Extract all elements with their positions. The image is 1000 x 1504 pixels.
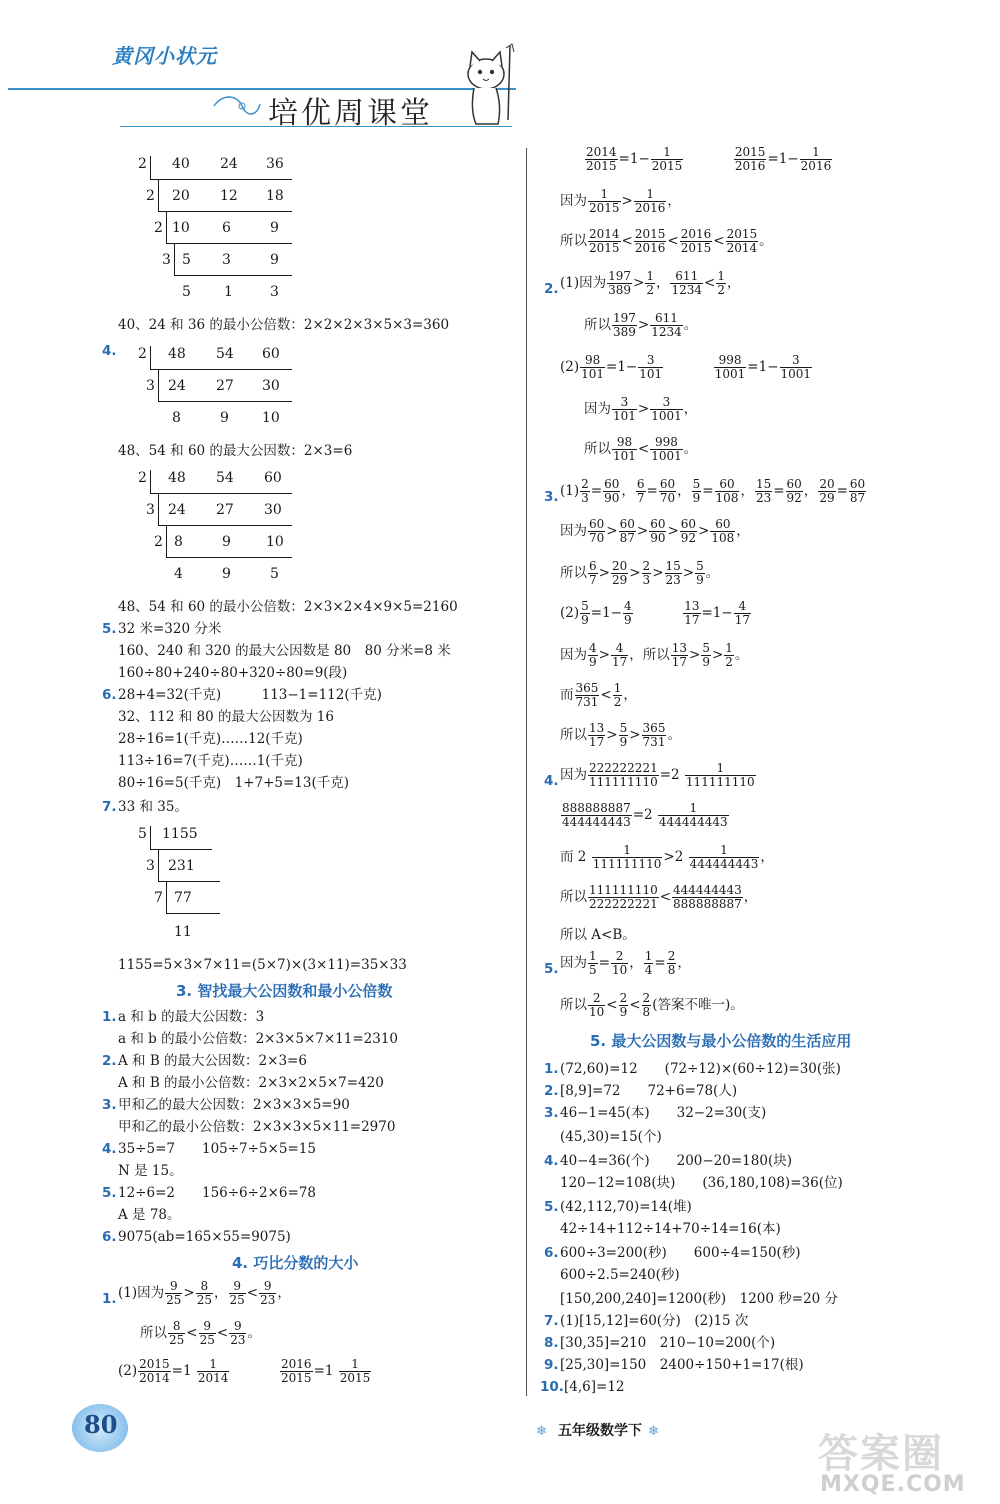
text-line: [4,6]=12 bbox=[564, 1379, 625, 1395]
ladder-cell: 54 bbox=[216, 470, 234, 486]
ladder-cell: 24 bbox=[168, 502, 186, 518]
question-number: 5. bbox=[102, 621, 117, 637]
question-number: 6. bbox=[102, 1229, 117, 1245]
text-line: 9075(ab=165×55=9075) bbox=[118, 1229, 291, 1245]
ladder-cell: 4 bbox=[174, 566, 183, 582]
fraction: $\frac{9}{25}$ bbox=[199, 1319, 215, 1347]
ladder-cell: 9 bbox=[222, 534, 231, 550]
question-number: 5. bbox=[102, 1185, 117, 1201]
text-line: 32、112 和 80 的最大公因数为 16 bbox=[118, 709, 334, 725]
question-number: 3. bbox=[544, 1105, 559, 1121]
text-line: 12÷6=2 156÷6÷2×6=78 bbox=[118, 1185, 316, 1201]
math-line: 所以 $\frac{13}{17}$ > $\frac{5}{9}$ > $\frac{365}{731}$ 。 bbox=[560, 721, 681, 749]
text-line: 80÷16=5(千克) 1+7+5=13(千克) bbox=[118, 775, 350, 791]
ladder-cell: 10 bbox=[172, 220, 190, 236]
fraction: $\frac{8}{25}$ bbox=[196, 1279, 212, 1307]
header-rule bbox=[8, 88, 516, 90]
text-line: [8,9]=72 72+6=78(人) bbox=[560, 1083, 738, 1099]
ladder-cell: 8 bbox=[174, 534, 183, 550]
page-number: 80 bbox=[84, 1410, 118, 1439]
math-line: (1)因为 $\frac{9}{25}$ > $\frac{8}{25}$ ， $\frac{9}{25}$ < $\frac{9}{23}$ ， bbox=[118, 1279, 291, 1307]
ladder-cell: 1155 bbox=[162, 826, 198, 842]
ladder-cell: 231 bbox=[168, 858, 195, 874]
question-number: 4. bbox=[544, 773, 559, 789]
ladder-cell: 2 bbox=[146, 188, 155, 204]
ladder-cell: 7 bbox=[154, 890, 163, 906]
fraction: $\frac{9}{23}$ bbox=[260, 1279, 276, 1307]
question-number: 7. bbox=[102, 799, 117, 815]
text-line: N 是 15。 bbox=[118, 1163, 183, 1179]
text-line: 甲和乙的最大公因数：2×3×3×5=90 bbox=[118, 1097, 350, 1113]
short-division-ladder-2 bbox=[128, 342, 308, 432]
ladder-cell: 18 bbox=[266, 188, 284, 204]
ladder-cell: 3 bbox=[146, 502, 155, 518]
short-division-ladder-1 bbox=[128, 150, 308, 310]
fraction: $\frac{2016}{2015}$ bbox=[281, 1357, 312, 1385]
ladder-cell: 3 bbox=[162, 252, 171, 268]
math-line: (2) $\frac{2015}{2014}$ =1 $\frac{1}{2014}$ $\frac{2016}{2015}$ =1 $\frac{1}{2015}$ bbox=[118, 1357, 371, 1385]
ladder-cell: 54 bbox=[216, 346, 234, 362]
ladder-cell: 30 bbox=[264, 502, 282, 518]
ladder-cell: 5 bbox=[270, 566, 279, 582]
fraction: $\frac{9}{25}$ bbox=[166, 1279, 182, 1307]
math-line: 所以 $\frac{6}{7}$ > $\frac{20}{29}$ > $\frac{2}{3}$ > $\frac{15}{23}$ > $\frac{5}{9}$ 。 bbox=[560, 559, 720, 587]
math-line: 所以 $\frac{197}{389}$ > $\frac{611}{1234}$ 。 bbox=[584, 311, 698, 339]
question-number: 6. bbox=[102, 687, 117, 703]
text-line: (42,112,70)=14(堆) bbox=[560, 1199, 692, 1215]
text-line: 33 和 35。 bbox=[118, 799, 188, 815]
ladder-cell: 6 bbox=[222, 220, 231, 236]
text-line: 所以 A<B。 bbox=[560, 927, 636, 943]
swirl-decoration-icon bbox=[212, 94, 262, 118]
fraction: $\frac{2015}{2014}$ bbox=[139, 1357, 170, 1385]
ladder-cell: 2 bbox=[154, 220, 163, 236]
book-title: 五年级数学下 bbox=[558, 1423, 642, 1439]
ladder-cell: 10 bbox=[262, 410, 280, 426]
ladder-cell: 2 bbox=[138, 470, 147, 486]
ladder-cell: 2 bbox=[138, 156, 147, 172]
math-line: 所以 $\frac{2}{10}$ < $\frac{2}{9}$ < $\frac{2}{8}$ (答案不唯一)。 bbox=[560, 991, 744, 1019]
text-line: 32 米=320 分米 bbox=[118, 621, 222, 637]
ladder-cell: 3 bbox=[146, 858, 155, 874]
fraction: $\frac{1}{2014}$ bbox=[197, 1357, 229, 1385]
text-line: 48、54 和 60 的最小公倍数：2×3×2×4×9×5=2160 bbox=[118, 599, 458, 615]
column-divider bbox=[526, 148, 527, 1396]
ladder-cell: 77 bbox=[174, 890, 192, 906]
question-number: 4. bbox=[102, 1141, 117, 1157]
ladder-cell: 5 bbox=[182, 284, 191, 300]
section-title-4: 4. 巧比分数的大小 bbox=[232, 1254, 359, 1272]
text-line: (1)[15,12]=60(分) (2)15 次 bbox=[560, 1313, 749, 1329]
question-number: 9. bbox=[544, 1357, 559, 1373]
math-line: 因为 $\frac{1}{2015}$ > $\frac{1}{2016}$ ， bbox=[560, 187, 681, 215]
question-number: 8. bbox=[544, 1335, 559, 1351]
math-line: (2) $\frac{5}{9}$ =1− $\frac{4}{9}$ $\frac{13}{17}$ =1− $\frac{4}{17}$ bbox=[560, 599, 750, 627]
ladder-cell: 3 bbox=[146, 378, 155, 394]
text-line: a 和 b 的最大公因数：3 bbox=[118, 1009, 265, 1025]
text-line: 160÷80+240÷80+320÷80=9(段) bbox=[118, 665, 348, 681]
ladder-cell: 9 bbox=[222, 566, 231, 582]
snowflake-icon: ❄ bbox=[648, 1424, 659, 1439]
text-line: 160、240 和 320 的最大公因数是 80 80 分米=8 米 bbox=[118, 643, 451, 659]
question-number: 10. bbox=[540, 1379, 564, 1395]
text-line: (45,30)=15(个) bbox=[560, 1129, 662, 1145]
ladder-cell: 24 bbox=[220, 156, 238, 172]
ladder-cell: 27 bbox=[216, 502, 234, 518]
question-number: 2. bbox=[544, 1083, 559, 1099]
text-line: 40−4=36(个) 200−20=180(块) bbox=[560, 1153, 792, 1169]
text-line: [150,200,240]=1200(秒) 1200 秒=20 分 bbox=[560, 1291, 839, 1307]
math-line: (1) $\frac{2}{3}$ = $\frac{60}{90}$ ， $\frac{6}{7}$ = $\frac{60}{70}$ ， $\frac{5}{9}$ = $\frac{60}{108}$ ， $\frac{15}{23}$ = $\frac{60}{92}$ ， $\frac{20}{29}$ = $\frac{60}{87}$ bbox=[560, 477, 866, 505]
text-line: 28÷16=1(千克)……12(千克) bbox=[118, 731, 303, 747]
snowflake-icon: ❄ bbox=[536, 1424, 547, 1439]
math-line: 因为 $\frac{4}{9}$ > $\frac{4}{17}$ ，所以 $\frac{13}{17}$ > $\frac{5}{9}$ > $\frac{1}{2}$ 。 bbox=[560, 641, 749, 669]
math-line: 而 $\frac{365}{731}$ < $\frac{1}{2}$ ， bbox=[560, 681, 637, 709]
text-line: 35÷5=7 105÷7÷5×5=15 bbox=[118, 1141, 316, 1157]
text-line: (72,60)=12 (72÷12)×(60÷12)=30(张) bbox=[560, 1061, 841, 1077]
question-number: 1. bbox=[544, 1061, 559, 1077]
text-line: A 和 B 的最大公因数：2×3=6 bbox=[118, 1053, 307, 1069]
question-number: 3. bbox=[544, 489, 559, 505]
text-line: A 和 B 的最小公倍数：2×3×2×5×7=420 bbox=[118, 1075, 384, 1091]
text-line: 28+4=32(千克) 113−1=112(千克) bbox=[118, 687, 382, 703]
watermark-logo: 答案圈 bbox=[818, 1431, 944, 1477]
question-number: 7. bbox=[544, 1313, 559, 1329]
question-number: 4. bbox=[544, 1153, 559, 1169]
fraction: $\frac{8}{25}$ bbox=[169, 1319, 185, 1347]
question-number: 5. bbox=[544, 1199, 559, 1215]
math-line: 所以 $\frac{98}{101}$ < $\frac{998}{1001}$ 。 bbox=[584, 435, 698, 463]
ladder-cell: 2 bbox=[138, 346, 147, 362]
fraction: $\frac{9}{23}$ bbox=[230, 1319, 246, 1347]
ladder-cell: 27 bbox=[216, 378, 234, 394]
ladder-cell: 10 bbox=[266, 534, 284, 550]
ladder-cell: 2 bbox=[154, 534, 163, 550]
ladder-cell: 9 bbox=[270, 252, 279, 268]
question-number: 3. bbox=[102, 1097, 117, 1113]
text-line: 1155=5×3×7×11=(5×7)×(3×11)=35×33 bbox=[118, 957, 407, 973]
cat-mascot-icon bbox=[456, 40, 522, 130]
question-number: 1. bbox=[102, 1291, 117, 1307]
short-division-ladder-4 bbox=[128, 822, 248, 946]
text-line: 600÷2.5=240(秒) bbox=[560, 1267, 680, 1283]
question-number: 5. bbox=[544, 961, 559, 977]
text-line: 120−12=108(块) (36,180,108)=36(位) bbox=[560, 1175, 843, 1191]
page-header-title: 培优周课堂 bbox=[268, 96, 433, 131]
math-line: (2) $\frac{98}{101}$ =1− $\frac{3}{101}$ $\frac{998}{1001}$ =1− $\frac{3}{1001}$ bbox=[560, 353, 812, 381]
text-line: 113÷16=7(千克)……1(千克) bbox=[118, 753, 303, 769]
math-line: 所以 $\frac{2014}{2015}$ < $\frac{2015}{2016}$ < $\frac{2016}{2015}$ < $\frac{2015}{2014}$ 。 bbox=[560, 227, 773, 255]
ladder-cell: 48 bbox=[168, 346, 186, 362]
question-number: 2. bbox=[102, 1053, 117, 1069]
text-line: 40、24 和 36 的最小公倍数：2×2×2×3×5×3=360 bbox=[118, 317, 450, 333]
ladder-cell: 5 bbox=[138, 826, 147, 842]
section-title-3: 3. 智找最大公因数和最小公倍数 bbox=[176, 982, 393, 1000]
short-division-ladder-3 bbox=[128, 468, 308, 592]
fraction: $\frac{1}{2015}$ bbox=[339, 1357, 371, 1385]
brand-logo: 黄冈小状元 bbox=[112, 44, 217, 68]
math-line: 因为 $\frac{3}{101}$ > $\frac{3}{1001}$ ， bbox=[584, 395, 698, 423]
text-fragment: (1)因为 bbox=[118, 1285, 165, 1301]
text-line: [25,30]=150 2400÷150+1=17(根) bbox=[560, 1357, 804, 1373]
text-line: 42÷14+112÷14+70÷14=16(本) bbox=[560, 1221, 781, 1237]
ladder-cell: 60 bbox=[264, 470, 282, 486]
watermark-url: MXQE.COM bbox=[820, 1472, 966, 1497]
math-line: 因为 $\frac{1}{5}$ = $\frac{2}{10}$ ， $\frac{1}{4}$ = $\frac{2}{8}$ ， bbox=[560, 949, 691, 977]
math-line: (1)因为 $\frac{197}{389}$ > $\frac{1}{2}$ ， $\frac{611}{1234}$ < $\frac{1}{2}$ ， bbox=[560, 269, 741, 297]
ladder-cell: 11 bbox=[174, 924, 192, 940]
question-number: 6. bbox=[544, 1245, 559, 1261]
ladder-cell: 9 bbox=[270, 220, 279, 236]
section-title-5: 5. 最大公因数与最小公倍数的生活应用 bbox=[590, 1032, 852, 1050]
question-number: 4. bbox=[102, 343, 117, 359]
question-number: 1. bbox=[102, 1009, 117, 1025]
question-number: 2. bbox=[544, 281, 559, 297]
math-line: 所以 $\frac{8}{25}$ < $\frac{9}{25}$ < $\frac{9}{23}$ 。 bbox=[140, 1319, 261, 1347]
ladder-cell: 60 bbox=[262, 346, 280, 362]
math-line: $\frac{2014}{2015}$ =1− $\frac{1}{2015}$ $\frac{2015}{2016}$ =1− $\frac{1}{2016}$ bbox=[586, 145, 832, 173]
ladder-cell: 40 bbox=[172, 156, 190, 172]
text-line: A 是 78。 bbox=[118, 1207, 181, 1223]
text-line: 600÷3=200(秒) 600÷4=150(秒) bbox=[560, 1245, 801, 1261]
text-line: 48、54 和 60 的最大公因数：2×3=6 bbox=[118, 443, 353, 459]
ladder-cell: 9 bbox=[220, 410, 229, 426]
math-line: 因为 $\frac{222222221}{111111110}$ =2 $\frac{1}{111111110}$ bbox=[560, 761, 755, 789]
ladder-cell: 12 bbox=[220, 188, 238, 204]
math-line: 而 2 $\frac{1}{111111110}$ >2 $\frac{1}{444444443}$ ， bbox=[560, 843, 774, 871]
ladder-cell: 24 bbox=[168, 378, 186, 394]
ladder-cell: 3 bbox=[222, 252, 231, 268]
ladder-cell: 3 bbox=[270, 284, 279, 300]
ladder-cell: 48 bbox=[168, 470, 186, 486]
ladder-cell: 36 bbox=[266, 156, 284, 172]
fraction: $\frac{9}{25}$ bbox=[229, 1279, 245, 1307]
ladder-cell: 1 bbox=[224, 284, 233, 300]
math-line: 因为 $\frac{60}{70}$ > $\frac{60}{87}$ > $\frac{60}{90}$ > $\frac{60}{92}$ > $\frac{60}{108}$ ， bbox=[560, 517, 750, 545]
ladder-cell: 5 bbox=[182, 252, 191, 268]
text-line: [30,35]=210 210−10=200(个) bbox=[560, 1335, 776, 1351]
ladder-cell: 30 bbox=[262, 378, 280, 394]
text-line: a 和 b 的最小公倍数：2×3×5×7×11=2310 bbox=[118, 1031, 399, 1047]
text-line: 46−1=45(本) 32−2=30(支) bbox=[560, 1105, 767, 1121]
math-line: 所以 $\frac{111111110}{222222221}$ < $\frac{444444443}{888888887}$ ， bbox=[560, 883, 758, 911]
math-line: $\frac{888888887}{444444443}$ =2 $\frac{1}{444444443}$ bbox=[562, 801, 728, 829]
ladder-cell: 8 bbox=[172, 410, 181, 426]
text-line: 甲和乙的最小公倍数：2×3×3×5×11=2970 bbox=[118, 1119, 396, 1135]
ladder-cell: 20 bbox=[172, 188, 190, 204]
